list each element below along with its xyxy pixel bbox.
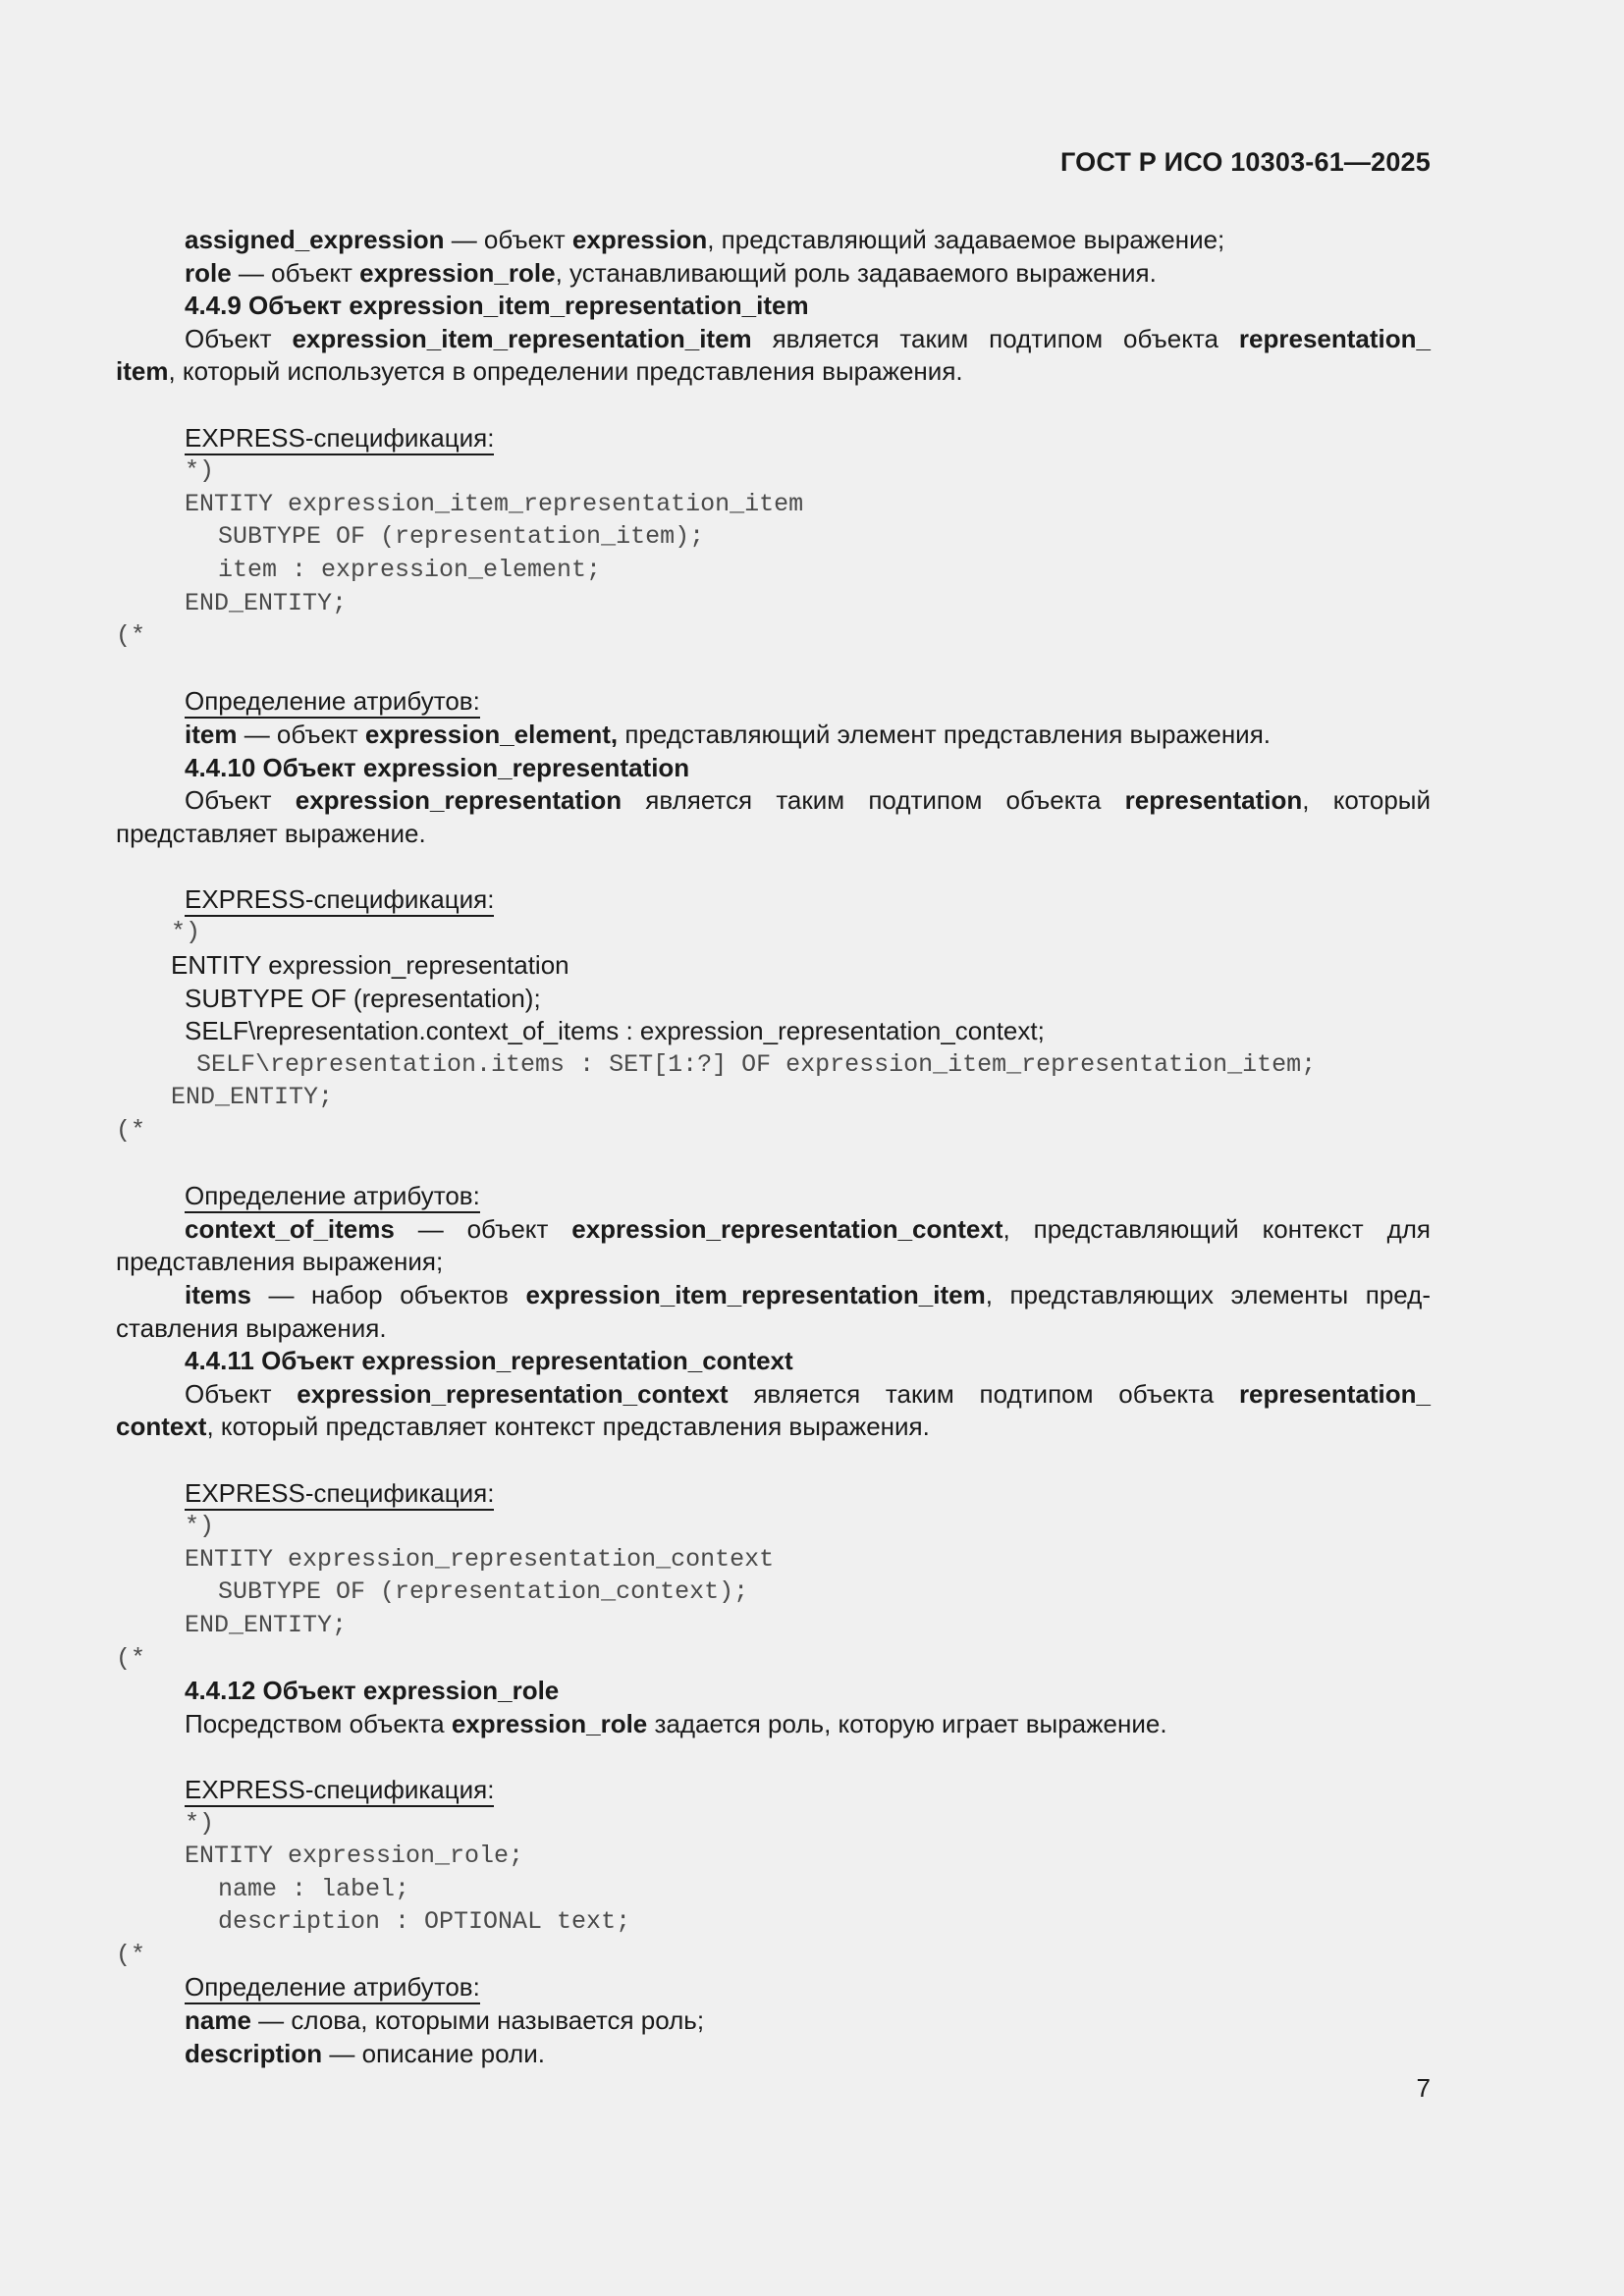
code-line: *): [171, 918, 201, 947]
code-line: (*: [116, 621, 146, 651]
standard-header: ГОСТ Р ИСО 10303-61—2025: [1060, 147, 1431, 177]
code-line: ENTITY expression_representation_context: [185, 1544, 775, 1574]
attribute-line: assigned_expression — объект expression, представляющий задаваемое выражение;: [185, 225, 1225, 254]
code-line: END_ENTITY;: [185, 588, 348, 617]
attributes-label: Определение атрибутов:: [116, 1180, 1431, 1213]
express-spec-label: EXPRESS-спецификация:: [116, 883, 1431, 917]
code-line: description : OPTIONAL text;: [218, 1907, 631, 1937]
attribute-name: assigned_expression: [185, 225, 445, 254]
attribute-line: item — объект expression_element, представляющий элемент представления выражения.: [185, 719, 1271, 749]
code-line: (*: [116, 1643, 146, 1673]
section-heading-4-4-10: 4.4.10 Объект expression_representation: [185, 752, 690, 782]
code-line: name : label;: [218, 1874, 410, 1903]
attributes-label: Определение атрибутов:: [116, 1971, 1431, 2004]
section-heading-4-4-11: 4.4.11 Объект expression_representation_context: [185, 1346, 793, 1376]
attribute-name: description: [185, 2038, 323, 2068]
code-line: SUBTYPE OF (representation);: [185, 983, 541, 1013]
code-line: ENTITY expression_role;: [185, 1842, 524, 1871]
code-line: *): [185, 1808, 215, 1838]
attributes-label: Определение атрибутов:: [116, 685, 1431, 719]
express-spec-label: EXPRESS-спецификация:: [116, 1477, 1431, 1511]
code-line: END_ENTITY;: [171, 1083, 334, 1112]
page-number: 7: [1416, 2073, 1431, 2103]
code-line: SUBTYPE OF (representation_item);: [218, 522, 705, 552]
code-line: *): [185, 1512, 215, 1541]
code-line: ENTITY expression_representation: [171, 950, 569, 981]
paragraph-line: ставления выражения.: [116, 1312, 387, 1343]
section-heading-4-4-12: 4.4.12 Объект expression_role: [185, 1676, 560, 1706]
paragraph-line: Посредством объекта expression_role задается роль, которую играет выражение.: [185, 1708, 1167, 1738]
attribute-name: context_of_items: [185, 1213, 395, 1244]
code-line: END_ENTITY;: [185, 1610, 348, 1639]
page-content: [116, 224, 1431, 2070]
attribute-line: context_of_items — объект expression_representation_context, представляющий контекст для: [185, 1213, 1431, 1244]
code-line: SUBTYPE OF (representation_context);: [218, 1577, 749, 1607]
attribute-line: items — набор объектов expression_item_representation_item, представляющих элементы пред-: [185, 1280, 1431, 1309]
code-line: SELF\representation.items : SET[1:?] OF expression_item_representation_item;: [196, 1049, 1317, 1079]
attribute-line: name — слова, которыми называется роль;: [185, 2005, 705, 2036]
paragraph-line: представления выражения;: [116, 1247, 444, 1277]
attribute-line: role — объект expression_role, устанавливающий роль задаваемого выражения.: [185, 257, 1157, 288]
attribute-name: role: [185, 257, 232, 288]
express-spec-label: EXPRESS-спецификация:: [116, 1774, 1431, 1807]
section-heading-4-4-9: 4.4.9 Объект expression_item_representation_item: [185, 291, 809, 321]
paragraph-line: Объект expression_representation_context является таким подтипом объекта representation_: [185, 1378, 1432, 1409]
code-line: ENTITY expression_item_representation_item: [185, 489, 804, 518]
paragraph-line: Объект expression_item_representation_item является таким подтипом объекта representation_: [185, 323, 1431, 353]
paragraph-line: Объект expression_representation является таким подтипом объекта representation, который: [185, 785, 1431, 816]
code-line: SELF\representation.context_of_items : expression_representation_context;: [185, 1016, 1045, 1046]
code-line: item : expression_element;: [218, 555, 602, 584]
paragraph-line: context, который представляет контекст представления выражения.: [116, 1412, 930, 1442]
paragraph-line: item, который используется в определении представления выражения.: [116, 356, 963, 387]
code-line: (*: [116, 1116, 146, 1146]
code-line: *): [185, 456, 215, 486]
attribute-name: items: [185, 1280, 251, 1309]
attribute-line: description — описание роли.: [185, 2038, 545, 2068]
paragraph-line: представляет выражение.: [116, 818, 426, 848]
attribute-name: item: [185, 719, 238, 749]
code-line: (*: [116, 1940, 146, 1969]
attribute-name: name: [185, 2005, 251, 2036]
express-spec-label: EXPRESS-спецификация:: [116, 422, 1431, 455]
